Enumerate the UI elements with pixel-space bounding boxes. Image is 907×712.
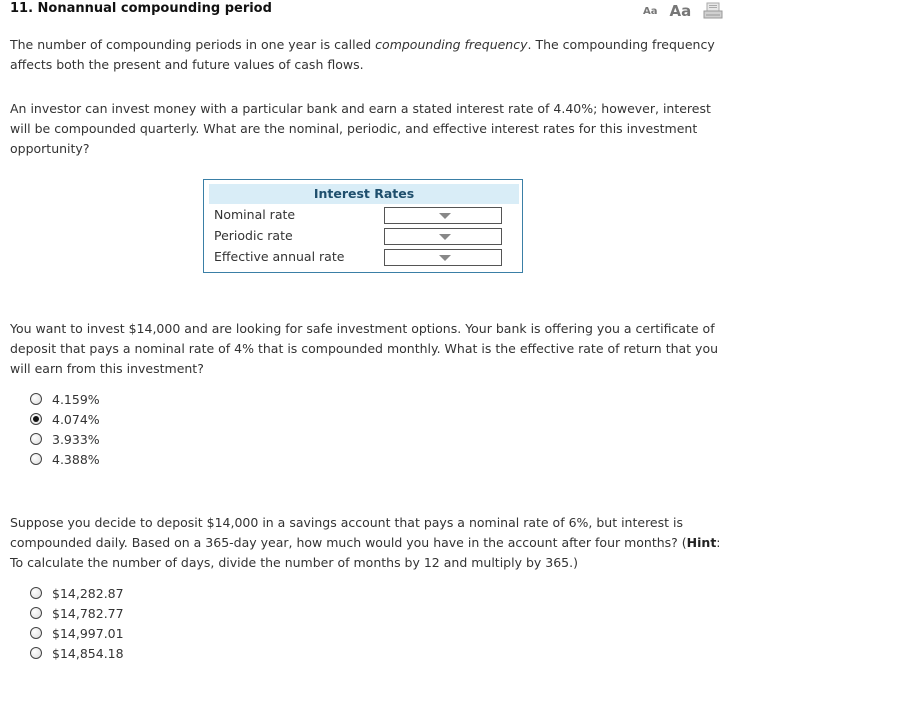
intro-text-before: The number of compounding periods in one year is called (10, 37, 376, 52)
increase-font-button[interactable]: Aa (669, 2, 692, 20)
nominal-rate-dropdown[interactable] (384, 207, 502, 224)
radio-button[interactable] (30, 587, 42, 599)
periodic-rate-dropdown[interactable] (384, 228, 502, 245)
question-title: 11. Nonannual compounding period (10, 1, 272, 16)
print-icon[interactable] (703, 2, 723, 20)
question2-options (30, 389, 100, 469)
radio-button[interactable] (30, 393, 42, 405)
radio-button[interactable] (30, 647, 42, 659)
q3-option[interactable] (30, 583, 124, 603)
q3-option-label: $14,782.77 (52, 605, 124, 621)
interest-rates-table (203, 179, 523, 273)
question2-text: You want to invest $14,000 and are looking for safe investment options. Your bank is offering you a certificate of deposit that pays a nominal rate of 4% that is compounded monthly. What is the effective rate of return that you will earn from this investment? (10, 321, 719, 376)
periodic-rate-label: Periodic rate (214, 228, 293, 243)
q3-option-label: $14,282.87 (52, 585, 124, 601)
radio-button[interactable] (30, 453, 42, 465)
question3-text (10, 513, 730, 573)
q3-text-before: Suppose you decide to deposit $14,000 in a savings account that pays a nominal rate of 6%, but interest is compounded daily. Based on a 365-day year, how much would you have in the account after four months? ( (10, 515, 687, 550)
q2-option[interactable] (30, 449, 100, 469)
question1-text: An investor can invest money with a particular bank and earn a stated interest rate of 4.40%; however, interest will be compounded quarterly. What are the nominal, periodic, and effective interest rates for this investment opportunity? (10, 101, 711, 156)
intro-term: compounding frequency (375, 37, 528, 52)
intro-text-after: . The compounding frequency affects both the present and future values of cash flows. (10, 37, 715, 72)
radio-button[interactable] (30, 433, 42, 445)
chevron-down-icon (439, 255, 451, 261)
q2-option[interactable] (30, 429, 100, 449)
toolbar (643, 0, 723, 22)
question3-options (30, 583, 124, 663)
intro-paragraph (10, 35, 730, 75)
q2-option-label: 4.074% (52, 411, 100, 427)
effective-rate-label: Effective annual rate (214, 249, 345, 264)
q2-option[interactable] (30, 409, 100, 429)
q3-option[interactable] (30, 603, 124, 623)
nominal-rate-label: Nominal rate (214, 207, 296, 222)
q3-option[interactable] (30, 643, 124, 663)
chevron-down-icon (439, 234, 451, 240)
q2-option-label: 4.388% (52, 451, 100, 467)
q2-option-label: 3.933% (52, 431, 100, 447)
chevron-down-icon (439, 213, 451, 219)
q3-option-label: $14,854.18 (52, 645, 124, 661)
q2-option-label: 4.159% (52, 391, 100, 407)
radio-button[interactable] (30, 413, 42, 425)
q3-option-label: $14,997.01 (52, 625, 124, 641)
radio-button[interactable] (30, 627, 42, 639)
q2-option[interactable] (30, 389, 100, 409)
decrease-font-button[interactable]: Aa (643, 5, 658, 17)
hint-label: Hint (686, 535, 717, 550)
interest-rates-title: Interest Rates (209, 184, 519, 204)
q3-text-after: : To calculate the number of days, divide the number of months by 12 and multiply by 365.) (10, 535, 721, 570)
q3-option[interactable] (30, 623, 124, 643)
effective-rate-dropdown[interactable] (384, 249, 502, 266)
radio-button[interactable] (30, 607, 42, 619)
